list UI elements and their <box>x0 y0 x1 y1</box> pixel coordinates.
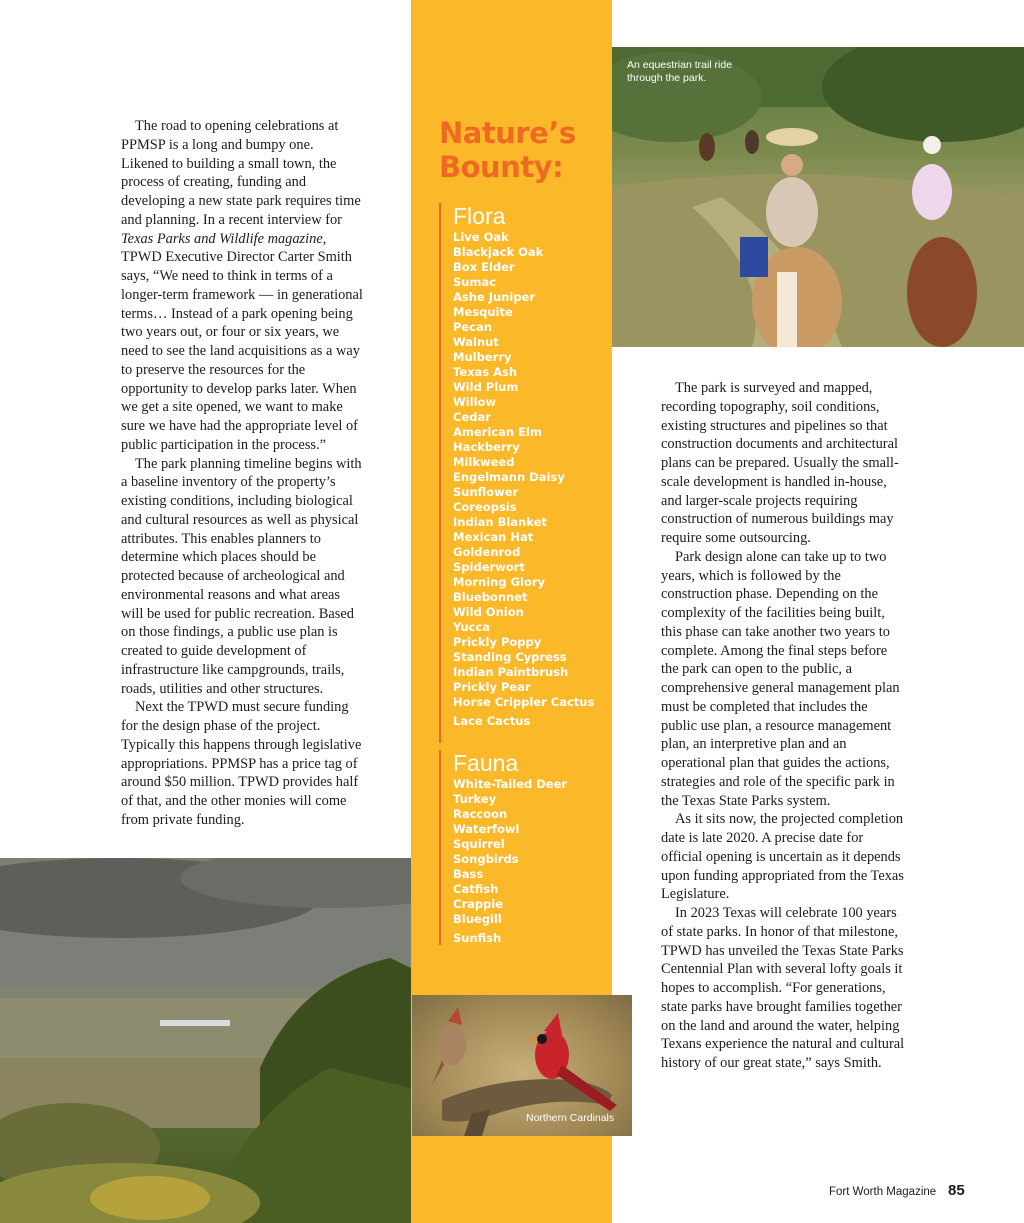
list-item: Texas Ash <box>453 365 518 379</box>
list-item: Hackberry <box>453 440 520 454</box>
paragraph-5: Park design alone can take up to two years, which is followed by the construction phase. Depending on the complexity of the facilities being built, this phase can take another two years to complete. Among the final steps before the park can open to the public, a comprehensive general management plan must be completed that includes the public use plan, a resource management plan, an interpretive plan and an operational plan that guides the actions, strategies and role of the specific park in the Texas State Parks system. <box>661 548 900 809</box>
list-item: Spiderwort <box>453 560 525 574</box>
list-item: Milkweed <box>453 455 515 469</box>
list-item: Turkey <box>453 792 497 806</box>
list-item: Prickly Pear <box>453 680 531 694</box>
list-item: Bass <box>453 867 484 881</box>
fauna-heading: Fauna <box>453 750 519 776</box>
list-item: Sunfish <box>453 931 502 945</box>
list-item: Ashe Juniper <box>453 290 536 304</box>
trail-photo-caption: An equestrian trail ride through the park. <box>627 59 733 84</box>
flora-items <box>453 230 594 729</box>
list-item: Mexican Hat <box>453 530 534 544</box>
list-item: Raccoon <box>453 807 508 821</box>
list-item: Walnut <box>453 335 499 349</box>
list-item: Blackjack Oak <box>453 245 544 259</box>
list-item: Horse Crippler Cactus <box>453 695 595 709</box>
list-item: American Elm <box>453 425 542 439</box>
paragraph-7: In 2023 Texas will celebrate 100 years of state parks. In honor of that milestone, TPWD has unveiled the Texas State Parks Centennial Plan with several lofty goals it hopes to accomplish. “For generations, state parks have brought families together on the land and around the water, helping Texans experience the natural and cultural history of our great state,” says Smith. <box>661 905 905 1071</box>
list-item: Prickly Poppy <box>453 635 542 649</box>
list-item: Goldenrod <box>453 545 521 559</box>
list-item: Bluebonnet <box>453 590 528 604</box>
list-item: Waterfowl <box>453 822 520 836</box>
cardinals-photo-caption: Northern Cardinals <box>526 1112 615 1124</box>
list-item: Mulberry <box>453 350 512 364</box>
fauna-items <box>453 777 567 946</box>
list-item: Pecan <box>453 320 492 334</box>
list-item: Box Elder <box>453 260 515 274</box>
list-item: Wild Plum <box>453 380 519 394</box>
flora-heading: Flora <box>453 203 506 229</box>
list-item: Mesquite <box>453 305 513 319</box>
list-item: Indian Paintbrush <box>453 665 569 679</box>
paragraph-3: Next the TPWD must secure funding for the design phase of the project. Typically this happens through legislative appropriations. PPMSP has a price tag of around $50 million. TPWD provides half of that, and the other monies will come from private funding. <box>121 699 362 828</box>
right-article-column <box>661 379 905 1073</box>
landscape-illustration <box>0 858 411 1223</box>
list-item: Standing Cypress <box>453 650 567 664</box>
sidebar-title: Nature’s Bounty: <box>439 116 576 184</box>
list-item: White-Tailed Deer <box>453 777 568 791</box>
trail-ride-illustration <box>612 47 1024 347</box>
list-item: Coreopsis <box>453 500 517 514</box>
list-item: Songbirds <box>453 852 519 866</box>
list-item: Catfish <box>453 882 499 896</box>
paragraph-6: As it sits now, the projected completion date is late 2020. A precise date for official opening is uncertain as it depends upon funding appropriated from the Texas Legislature. <box>661 811 904 903</box>
list-item: Squirrel <box>453 837 505 851</box>
list-item: Bluegill <box>453 912 502 926</box>
list-item: Willow <box>453 395 497 409</box>
list-item: Morning Glory <box>453 575 546 589</box>
flora-list <box>439 203 594 743</box>
list-item: Cedar <box>453 410 491 424</box>
fauna-list <box>439 750 567 945</box>
list-item: Yucca <box>453 620 491 634</box>
list-item: Sunflower <box>453 485 519 499</box>
landscape-photo <box>0 858 411 1223</box>
trail-ride-photo <box>612 47 1024 347</box>
list-item: Crappie <box>453 897 504 911</box>
left-article-column <box>121 117 363 830</box>
page-number: 85 <box>948 1182 965 1199</box>
list-item: Live Oak <box>453 230 509 244</box>
list-item: Engelmann Daisy <box>453 470 565 484</box>
publication-name: Fort Worth Magazine <box>829 1186 937 1198</box>
list-item: Lace Cactus <box>453 714 531 728</box>
paragraph-2: The park planning timeline begins with a baseline inventory of the property’s existing conditions, including biological and cultural resources as well as physical attributes. This enables planners to determine which places should be protected because of archeological and environmental reasons and what areas will be used for public recreation. Based on those findings, a public use plan is created to guide development of infrastructure like campgrounds, trails, roads, utilities and other structures. <box>121 455 362 697</box>
list-item: Wild Onion <box>453 605 524 619</box>
paragraph-4: The park is surveyed and mapped, recording topography, soil conditions, existing structures and pipelines so that construction documents and architectural plans can be prepared. Usually the small-scale development is handled in-house, and larger-scale projects requiring construction of numerous buildings may require some outsourcing. <box>661 380 899 546</box>
list-item: Indian Blanket <box>453 515 547 529</box>
list-item: Sumac <box>453 275 497 289</box>
paragraph-1: The road to opening celebrations at PPMSP is a long and bumpy one. Likened to building a small town, the process of creating, funding and developing a new state park requires time and planning. In a recent interview for Texas Parks and Wildlife magazine, TPWD Executive Director Carter Smith says, “We need to think in terms of a longer-term framework — in generational terms… Instead of a park opening being two years out, or four or six years, we need to see the land acquisitions as a way to preserve the resources for the opportunity to develop parks later. When we get a site opened, we want to make sure we have had the appropriate level of public participation in the process.” <box>121 118 363 453</box>
